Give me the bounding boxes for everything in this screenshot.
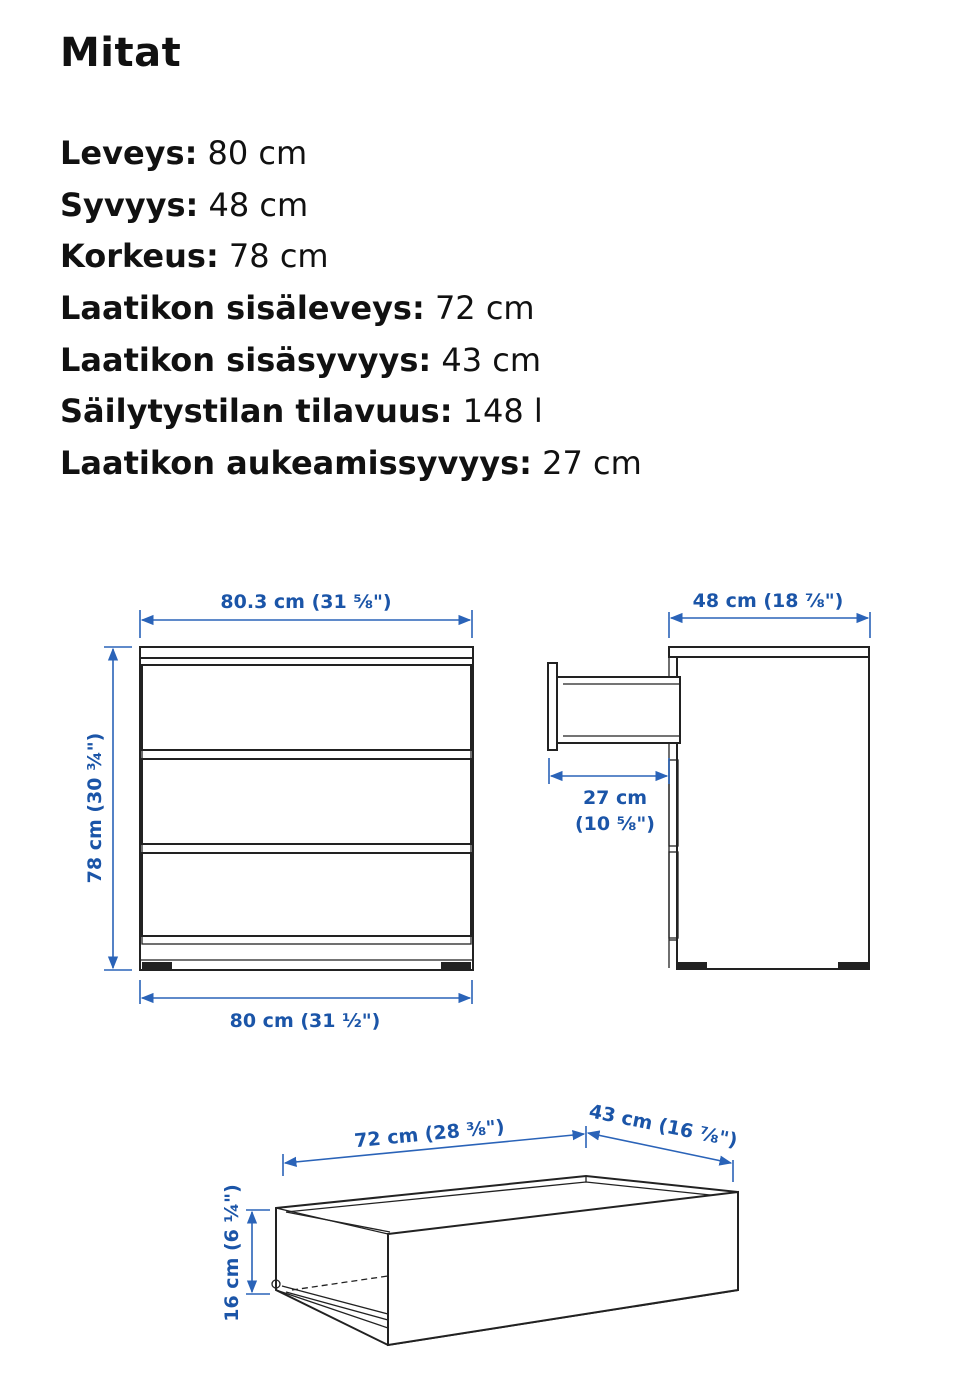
spec-value: 27 cm [542,444,642,483]
open-drawer-front [548,663,557,750]
side-depth-label: 48 cm (18 ⅞") [692,590,844,612]
drawer-depth-label: 43 cm (16 ⅞") [587,1100,740,1152]
spec-label: Leveys: [60,134,198,172]
drawer-opening-label-1: 27 cm [582,787,648,809]
spec-label: Laatikon sisäleveys: [60,289,425,328]
spec-value: 72 cm [434,289,535,328]
spec-label: Laatikon aukeamissyvyys: [60,444,532,483]
drawer-perspective [221,1100,739,1345]
drawer-width-label: 72 cm (28 ⅜") [353,1115,506,1153]
side-view [548,590,870,969]
spec-value: 78 cm [228,237,329,276]
spec-value: 148 l [462,392,543,431]
spec-label: Säilytystilan tilavuus: [60,392,453,431]
front-view [84,591,473,1032]
spec-value: 80 cm [207,134,308,172]
spec-value: 48 cm [208,185,309,224]
front-height-label: 78 cm (30 ¾") [84,732,106,884]
spec-value: 43 cm [441,340,541,379]
drawer-opening-label-2: (10 ⅝") [575,813,655,835]
spec-label: Syvyys: [60,185,199,224]
open-drawer [556,677,680,743]
drawer-height-label: 16 cm (6 ¼") [221,1184,243,1322]
spec-label: Laatikon sisäsyvyys: [60,340,432,379]
spec-label: Korkeus: [60,237,219,276]
front-drawer-3 [142,853,471,936]
front-drawer-2 [142,759,471,844]
page-title: Mitat [60,30,182,76]
front-drawer-1 [142,665,471,750]
front-top-width-label: 80.3 cm (31 ⅝") [220,591,392,613]
front-bottom-width-label: 80 cm (31 ½") [229,1010,381,1032]
